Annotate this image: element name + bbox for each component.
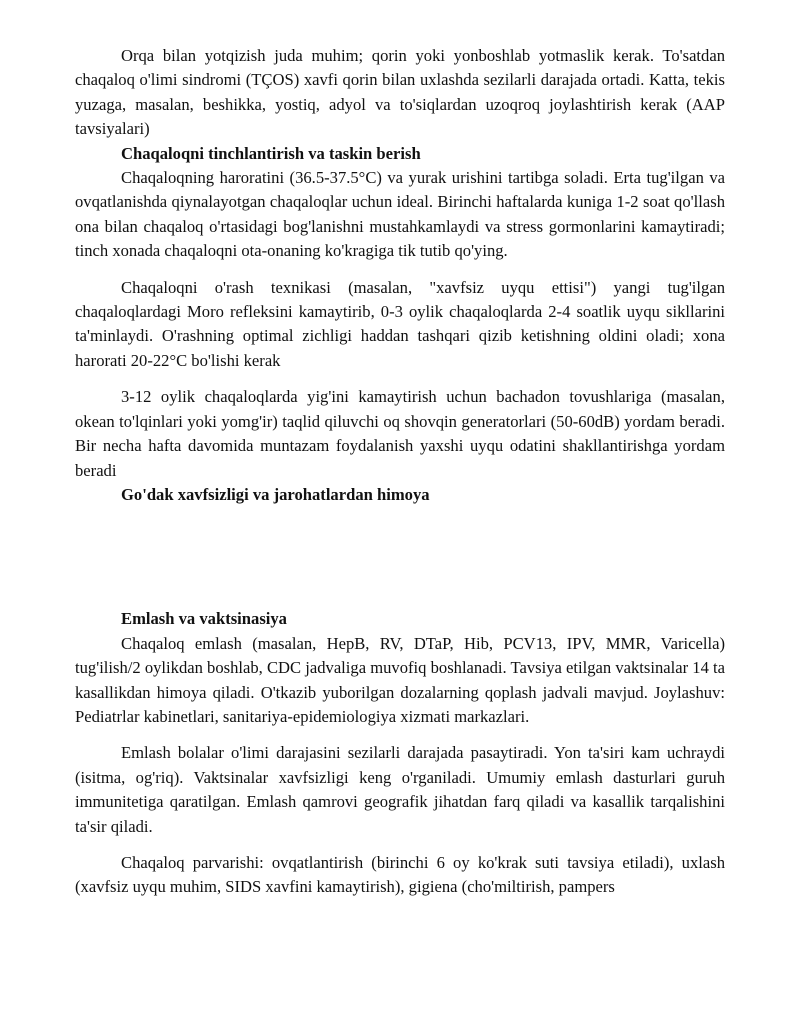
heading-vaccination: Emlash va vaktsinasiya [121, 609, 287, 629]
paragraph-skin-to-skin: Chaqaloqning haroratini (36.5-37.5°C) va yurak urishini tartibga soladi. Erta tug'ilgan va ovqatlanishda qiynalayotgan chaqaloqlar uchun ideal. Birinchi haftalarda kuniga 1-2 soat qo'llash ona bilan chaqaloq o'rtasidagi bog'lanishni mustahkamlaydi va stress gormonlarini kamaytiradi; tinch xonada chaqaloqni ota-onaning ko'kragiga tik tutib qo'ying. [75, 168, 725, 261]
paragraph-safe-sleep: Orqa bilan yotqizish juda muhim; qorin yoki yonboshlab yotmaslik kerak. To'satdan chaqaloq o'limi sindromi (TÇOS) xavfi qorin bilan uxlashda sezilarli darajada ortadi. Katta, tekis yuzaga, masalan, beshikka, yostiq, adyol va to'siqlardan uzoqroq joylashtirish kerak (AAP tavsiyalari) [75, 46, 725, 139]
heading-soothing: Chaqaloqni tinchlantirish va taskin berish [121, 143, 421, 163]
paragraph-vaccine-safety: Emlash bolalar o'limi darajasini sezilarli darajada pasaytiradi. Yon ta'siri kam uchraydi (isitma, og'riq). Vaktsinalar xavfsizligi keng o'rganiladi. Umumiy emlash dasturlari guruh immunitetiga qaratilgan. Emlash qamrovi geografik jihatdan farq qiladi va kasallik tarqalishini ta'sir qiladi. [75, 743, 725, 836]
paragraph-white-noise: 3-12 oylik chaqaloqlarda yig'ini kamaytirish uchun bachadon tovushlariga (masalan, okean to'lqinlari yoki yomg'ir) taqlid qiluvchi oq shovqin generatorlari (50-60dB) yordam beradi. Bir necha hafta davomida muntazam foydalanish yaxshi uyqu odatini shakllantirishga yordam beradi [75, 387, 725, 480]
document-page [75, 44, 725, 900]
paragraph-swaddling: Chaqaloqni o'rash texnikasi (masalan, "xavfsiz uyqu ettisi") yangi tug'ilgan chaqaloqlardagi Moro refleksini kamaytirib, 0-3 oylik chaqaloqlarda 2-4 soatlik uyqu sikllarini ta'minlaydi. O'rashning optimal zichligi haddan tashqari qizib ketishning oldini oladi; xona harorati 20-22°C bo'lishi kerak [75, 277, 725, 370]
blank-space [75, 507, 725, 607]
paragraph-infant-care: Chaqaloq parvarishi: ovqatlantirish (birinchi 6 oy ko'krak suti tavsiya etiladi), uxlash (xavfsiz uyqu muhim, SIDS xavfini kamaytirish), gigiena (cho'miltirish, pampers [75, 852, 725, 897]
paragraph-vaccine-schedule: Chaqaloq emlash (masalan, HepB, RV, DTaP, Hib, PCV13, IPV, MMR, Varicella) tug'ilish/2 oylikdan boshlab, CDC jadvaliga muvofiq boshlanadi. Tavsiya etilgan vaktsinalar 14 ta kasallikdan himoya qiladi. O'tkazib yuborilgan dozalarning qoplash jadvali mavjud. Joylashuv: Pediatrlar kabinetlari, sanitariya-epidemiologiya xizmati markazlari. [75, 633, 725, 726]
heading-infant-safety: Go'dak xavfsizligi va jarohatlardan himoya [121, 484, 430, 504]
